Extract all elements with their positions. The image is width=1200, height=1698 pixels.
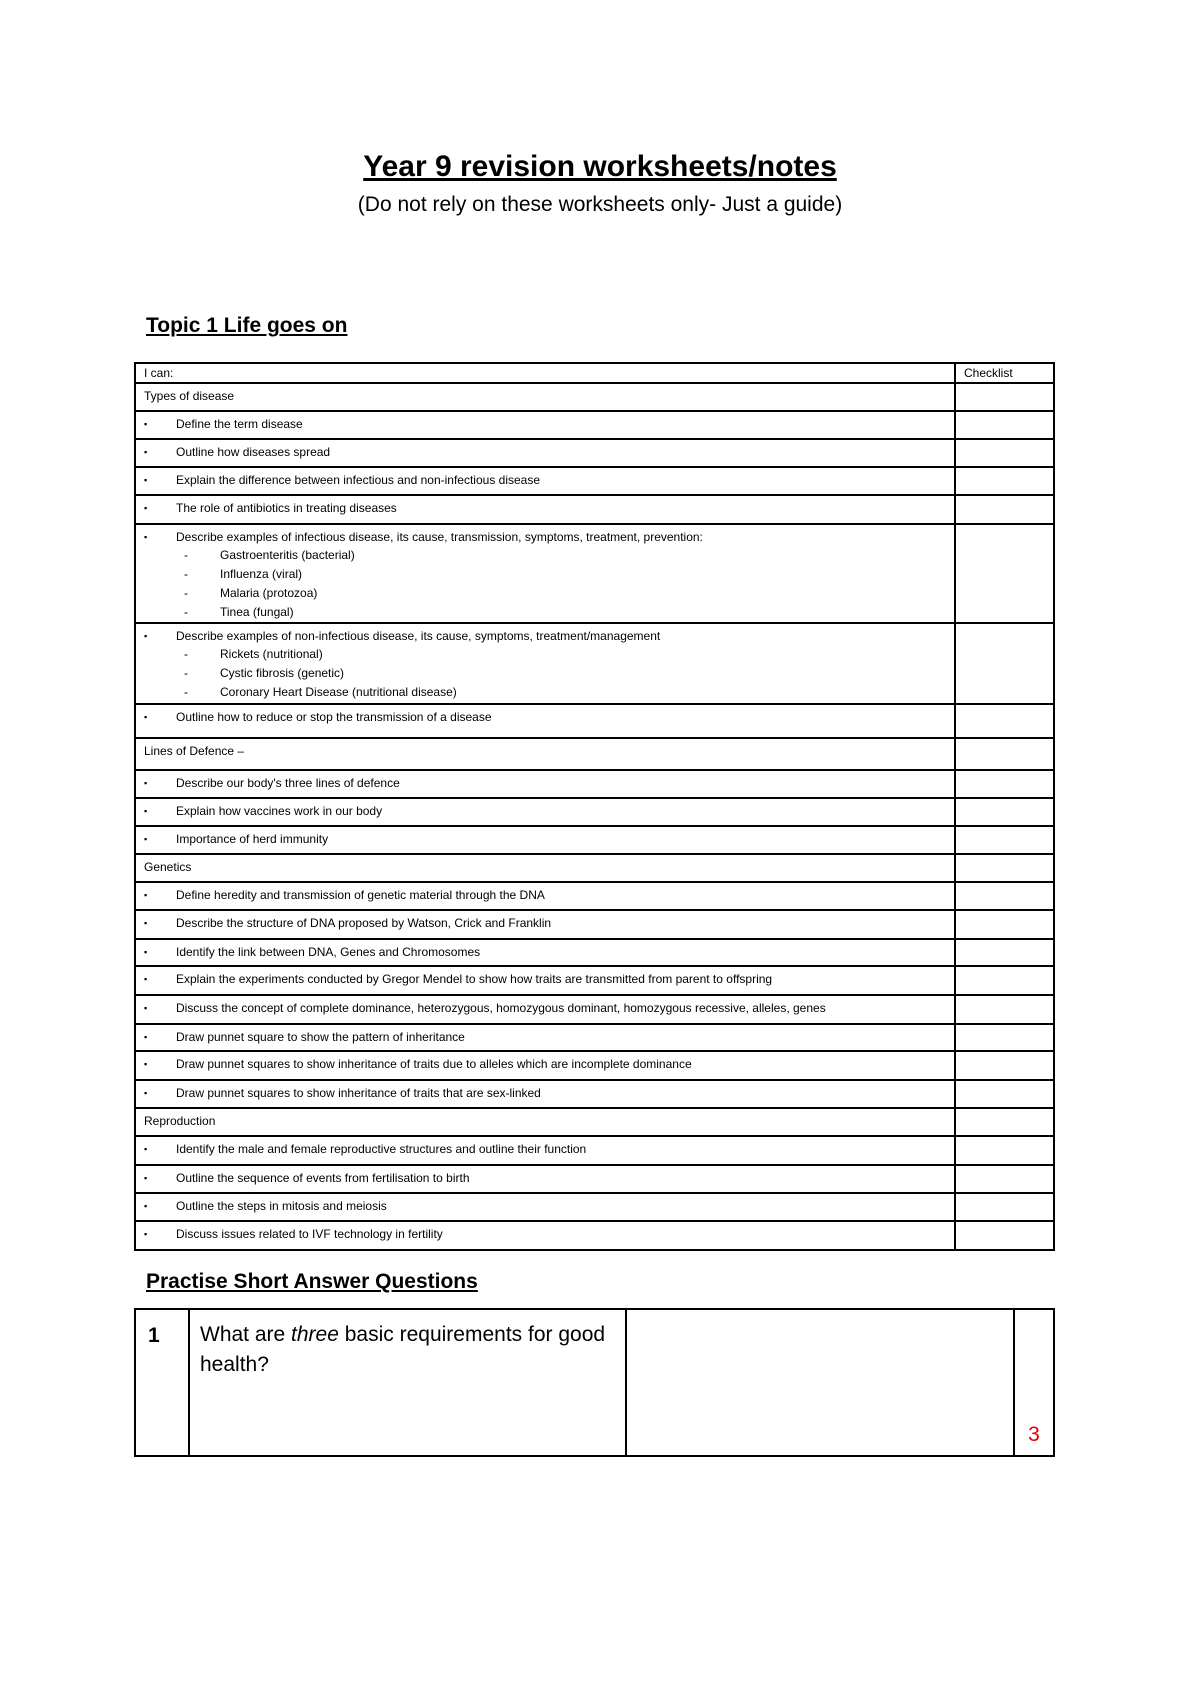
bullet-icon: ▪ [144,834,148,844]
checklist-row [135,495,1054,524]
checklist-header-row [135,363,1054,383]
marks-value: 3 [1014,1309,1054,1456]
section-label-cell [135,383,955,411]
checklist-row [135,1221,1054,1250]
bullet-icon: ▪ [144,475,148,485]
bullet-icon: ▪ [144,890,148,900]
topic-heading: Topic 1 Life goes on [146,314,348,337]
sub-list-item [184,546,946,565]
objective-text: Discuss the concept of complete dominance, heterozygous, homozygous dominant, homozygous recessive, alleles, genes [176,1001,826,1015]
objective-text: Describe examples of infectious disease, its cause, transmission, symptoms, treatment, prevention: [176,530,703,544]
objective-text: Describe our body's three lines of defence [176,776,400,790]
section-row [135,854,1054,882]
bullet-icon: ▪ [144,1144,148,1154]
sub-list-text: Malaria (protozoa) [220,586,318,600]
sub-list-text: Coronary Heart Disease (nutritional disease) [220,685,457,699]
checklist-row [135,704,1054,738]
checklist-row [135,439,1054,467]
bullet-icon: ▪ [144,806,148,816]
sub-list-text: Gastroenteritis (bacterial) [220,548,355,562]
sub-list-item [184,645,946,664]
objective-text: Discuss issues related to IVF technology in fertility [176,1227,443,1241]
section-label: Reproduction [144,1114,216,1128]
checklist-row [135,798,1054,826]
checklist-box[interactable] [955,1024,1054,1051]
objective-cell [135,411,955,439]
checklist-box[interactable] [955,910,1054,939]
dash-marker: - [184,567,188,581]
checklist-box[interactable] [955,882,1054,910]
section-label: Lines of Defence – [144,744,245,758]
bullet-icon: ▪ [144,1032,148,1042]
question-emphasis: three [291,1323,339,1346]
checklist-box[interactable] [955,826,1054,854]
objective-cell [135,467,955,495]
objective-text: Describe the structure of DNA proposed by Watson, Crick and Franklin [176,916,552,930]
sub-list [144,546,946,622]
objective-text: Draw punnet squares to show inheritance of traits due to alleles which are incomplete dominance [176,1057,692,1071]
objective-text: Outline the sequence of events from fertilisation to birth [176,1171,470,1185]
section-label-cell [135,738,955,770]
checklist-box[interactable] [955,623,1054,704]
dash-marker: - [184,586,188,600]
checklist-row [135,411,1054,439]
bullet-icon: ▪ [144,778,148,788]
bullet-icon: ▪ [144,1059,148,1069]
section-label: Types of disease [144,389,235,403]
checklist-box[interactable] [955,495,1054,524]
checklist-box[interactable] [955,770,1054,798]
objective-cell [135,1080,955,1108]
objective-cell [135,623,955,704]
checklist-box[interactable] [955,854,1054,882]
checklist-box[interactable] [955,439,1054,467]
objective-cell [135,439,955,467]
checklist-row [135,1024,1054,1051]
objective-cell [135,770,955,798]
checklist-row [135,939,1054,966]
sub-list-text: Tinea (fungal) [220,605,294,619]
checklist-row [135,1080,1054,1108]
checklist-box[interactable] [955,524,1054,623]
objective-text: Explain the experiments conducted by Gregor Mendel to show how traits are transmitted from parent to offspring [176,972,773,986]
sub-list-item [184,683,946,702]
sub-list-text: Influenza (viral) [220,567,303,581]
checklist-box[interactable] [955,738,1054,770]
dash-marker: - [184,548,188,562]
bullet-icon: ▪ [144,631,148,641]
objective-text: Explain how vaccines work in our body [176,804,383,818]
bullet-icon: ▪ [144,532,148,542]
page-subtitle: (Do not rely on these worksheets only- Just a guide) [357,193,843,216]
objective-text: Define heredity and transmission of genetic material through the DNA [176,888,545,902]
objective-cell [135,995,955,1024]
bullet-icon: ▪ [144,974,148,984]
checklist-box[interactable] [955,966,1054,995]
sub-list-item [184,565,946,584]
checklist-row [135,623,1054,704]
answer-box[interactable] [626,1309,1014,1456]
objective-text: Outline how diseases spread [176,445,331,459]
bullet-icon: ▪ [144,419,148,429]
section-label-cell [135,854,955,882]
checklist-row [135,467,1054,495]
objective-text: Outline how to reduce or stop the transmission of a disease [176,710,492,724]
objective-text: Importance of herd immunity [176,832,329,846]
objective-cell [135,1165,955,1193]
sub-list-item [184,603,946,622]
objective-cell [135,495,955,524]
objective-cell [135,1051,955,1080]
page-title: Year 9 revision worksheets/notes [363,150,837,183]
checklist-row [135,524,1054,623]
checklist-row [135,826,1054,854]
dash-marker: - [184,605,188,619]
question-number: 1 [135,1309,189,1456]
objective-text: Draw punnet square to show the pattern of inheritance [176,1030,465,1044]
dash-marker: - [184,685,188,699]
objective-text: Outline the steps in mitosis and meiosis [176,1199,387,1213]
question-text-start: What are [200,1323,292,1346]
question-text-end: basic requirements for good health? [200,1323,606,1376]
objective-text: Explain the difference between infectious and non-infectious disease [176,473,541,487]
question-text [189,1309,626,1456]
checklist-row [135,966,1054,995]
bullet-icon: ▪ [144,447,148,457]
bullet-icon: ▪ [144,712,148,722]
objective-cell [135,1221,955,1250]
checklist-box[interactable] [955,467,1054,495]
checklist-row [135,1165,1054,1193]
sub-list-text: Cystic fibrosis (genetic) [220,666,345,680]
checklist-box[interactable] [955,1136,1054,1165]
bullet-icon: ▪ [144,1229,148,1239]
objective-text: Describe examples of non-infectious disease, its cause, symptoms, treatment/management [176,629,661,643]
objective-cell [135,882,955,910]
sub-list-item [184,584,946,603]
section-label: Genetics [144,860,192,874]
objective-text: Draw punnet squares to show inheritance of traits that are sex-linked [176,1086,541,1100]
bullet-icon: ▪ [144,947,148,957]
section-row [135,1108,1054,1136]
bullet-icon: ▪ [144,1003,148,1013]
checklist-row [135,882,1054,910]
question-row [135,1309,1054,1456]
objective-cell [135,1024,955,1051]
checklist-table [134,362,1055,1251]
bullet-icon: ▪ [144,503,148,513]
sub-list-item [184,664,946,683]
checklist-row [135,1193,1054,1221]
section-label-cell [135,1108,955,1136]
checklist-box[interactable] [955,1165,1054,1193]
section-row [135,383,1054,411]
checklist-box[interactable] [955,995,1054,1024]
checklist-box[interactable] [955,704,1054,738]
section-row [135,738,1054,770]
practice-heading: Practise Short Answer Questions [146,1270,478,1293]
objective-cell [135,798,955,826]
checklist-box[interactable] [955,1221,1054,1250]
checklist-row [135,995,1054,1024]
objective-text: Identify the link between DNA, Genes and Chromosomes [176,945,481,959]
objective-cell [135,826,955,854]
checklist-box[interactable] [955,383,1054,411]
questions-table [134,1308,1055,1457]
objective-text: Identify the male and female reproductive structures and outline their function [176,1142,587,1156]
checklist-row [135,1051,1054,1080]
bullet-icon: ▪ [144,918,148,928]
objective-cell [135,910,955,939]
objective-cell [135,1193,955,1221]
checklist-box[interactable] [955,1051,1054,1080]
checklist-row [135,770,1054,798]
checklist-box[interactable] [955,939,1054,966]
sub-list-text: Rickets (nutritional) [220,647,323,661]
checklist-box[interactable] [955,1080,1054,1108]
bullet-icon: ▪ [144,1201,148,1211]
bullet-icon: ▪ [144,1088,148,1098]
objective-cell [135,524,955,623]
dash-marker: - [184,647,188,661]
checklist-box[interactable] [955,1193,1054,1221]
sub-list [144,645,946,702]
checklist-header: Checklist [955,363,1054,383]
i-can-header: I can: [135,363,955,383]
checklist-box[interactable] [955,411,1054,439]
bullet-icon: ▪ [144,1173,148,1183]
dash-marker: - [184,666,188,680]
objective-cell [135,966,955,995]
objective-text: The role of antibiotics in treating diseases [176,501,397,515]
checklist-row [135,1136,1054,1165]
objective-cell [135,939,955,966]
checklist-box[interactable] [955,1108,1054,1136]
checklist-row [135,910,1054,939]
objective-text: Define the term disease [176,417,303,431]
objective-cell [135,1136,955,1165]
objective-cell [135,704,955,738]
checklist-box[interactable] [955,798,1054,826]
